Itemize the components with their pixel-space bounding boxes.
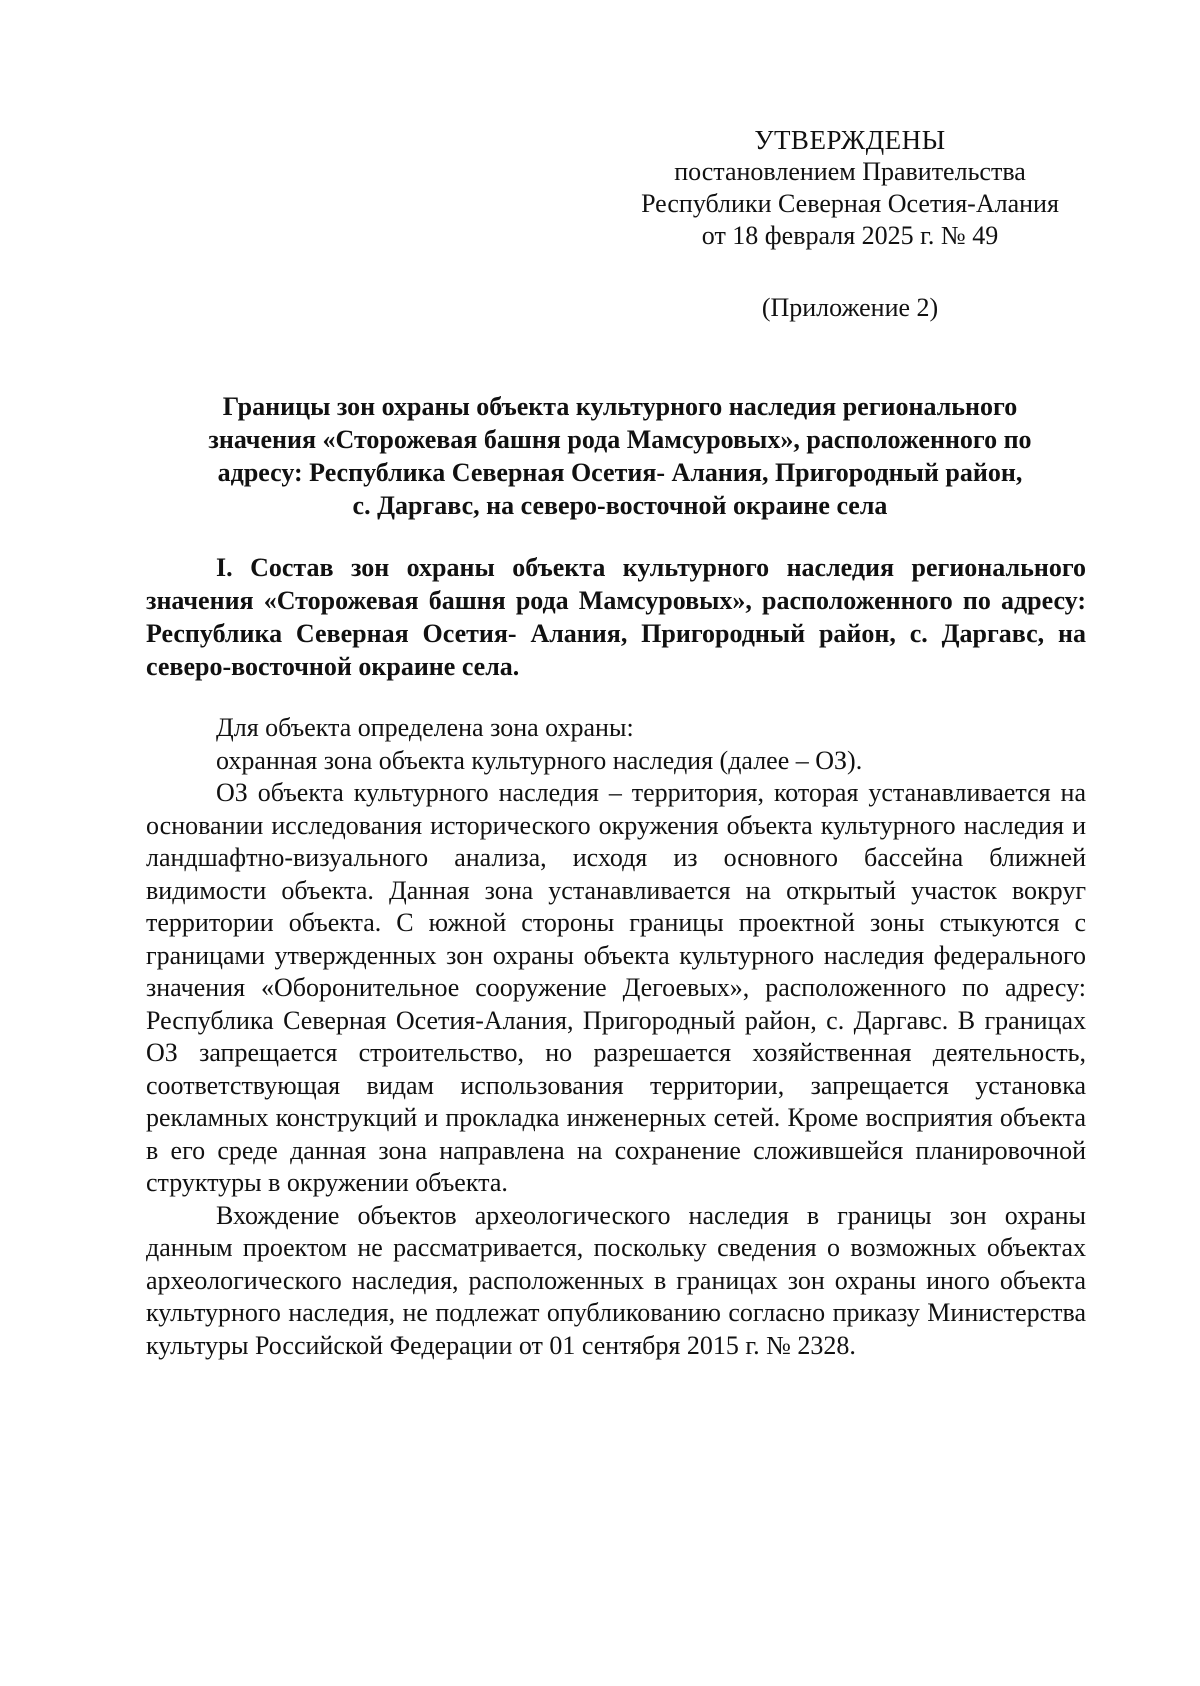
paragraph-2: охранная зона объекта культурного наследия (далее – ОЗ). <box>216 745 863 775</box>
paragraph-3: ОЗ объекта культурного наследия – территория, которая устанавливается на основании исследования исторического окружения объекта культурного наследия и ландшафтно-визуального анализа, исходя из основного бассейна ближней видимости объекта. Данная зона устанавливается на открытый участок вокруг территории объекта. С южной стороны границы проектной зоны стыкуются с границами утвержденных зон охраны объекта культурного наследия федерального значения «Оборонительное сооружение Дегоевых», расположенного по адресу: Республика Северная Осетия-Алания, Пригородный район, с. Даргавс. В границах ОЗ запрещается строительство, но разрешается хозяйственная деятельность, соответствующая видам использования территории, запрещается установка рекламных конструкций и прокладка инженерных сетей. Кроме восприятия объекта в его среде данная зона направлена на сохранение сложившейся планировочной структуры в окружении объекта. <box>146 778 1086 1197</box>
section-heading: I. Состав зон охраны объекта культурного наследия регионального значения «Сторожевая башня рода Мамсуровых», расположенного по адресу: Республика Северная Осетия- Алания, Пригородный район, с. Даргавс, на северо-восточной окраине села. <box>146 553 1086 681</box>
approval-line-2: Республики Северная Осетия-Алания <box>641 189 1059 218</box>
document-title <box>140 390 1100 522</box>
approval-line-1: постановлением Правительства <box>674 157 1026 186</box>
approval-title: УТВЕРЖДЕНЫ <box>754 125 946 155</box>
document-title-line-2: значения «Сторожевая башня рода Мамсуровых», расположенного по <box>208 425 1032 454</box>
document-title-line-4: с. Даргавс, на северо-восточной окраине села <box>352 491 888 520</box>
paragraph-1: Для объекта определена зона охраны: <box>216 713 634 742</box>
body-text <box>146 712 1086 1362</box>
paragraph-4: Вхождение объектов археологического наследия в границы зон охраны данным проектом не рассматривается, поскольку сведения о возможных объектах археологического наследия, расположенных в границах зон охраны иного объекта культурного наследия, не подлежат опубликованию согласно приказу Министерства культуры Российской Федерации от 01 сентября 2015 г. № 2328. <box>146 1200 1086 1360</box>
document-title-line-1: Границы зон охраны объекта культурного наследия регионального <box>222 392 1018 421</box>
approval-line-3: от 18 февраля 2025 г. № 49 <box>701 221 999 250</box>
approval-block <box>610 124 1090 252</box>
appendix-label: (Приложение 2) <box>761 293 939 322</box>
document-title-line-3: адресу: Республика Северная Осетия- Алания, Пригородный район, <box>217 458 1023 487</box>
